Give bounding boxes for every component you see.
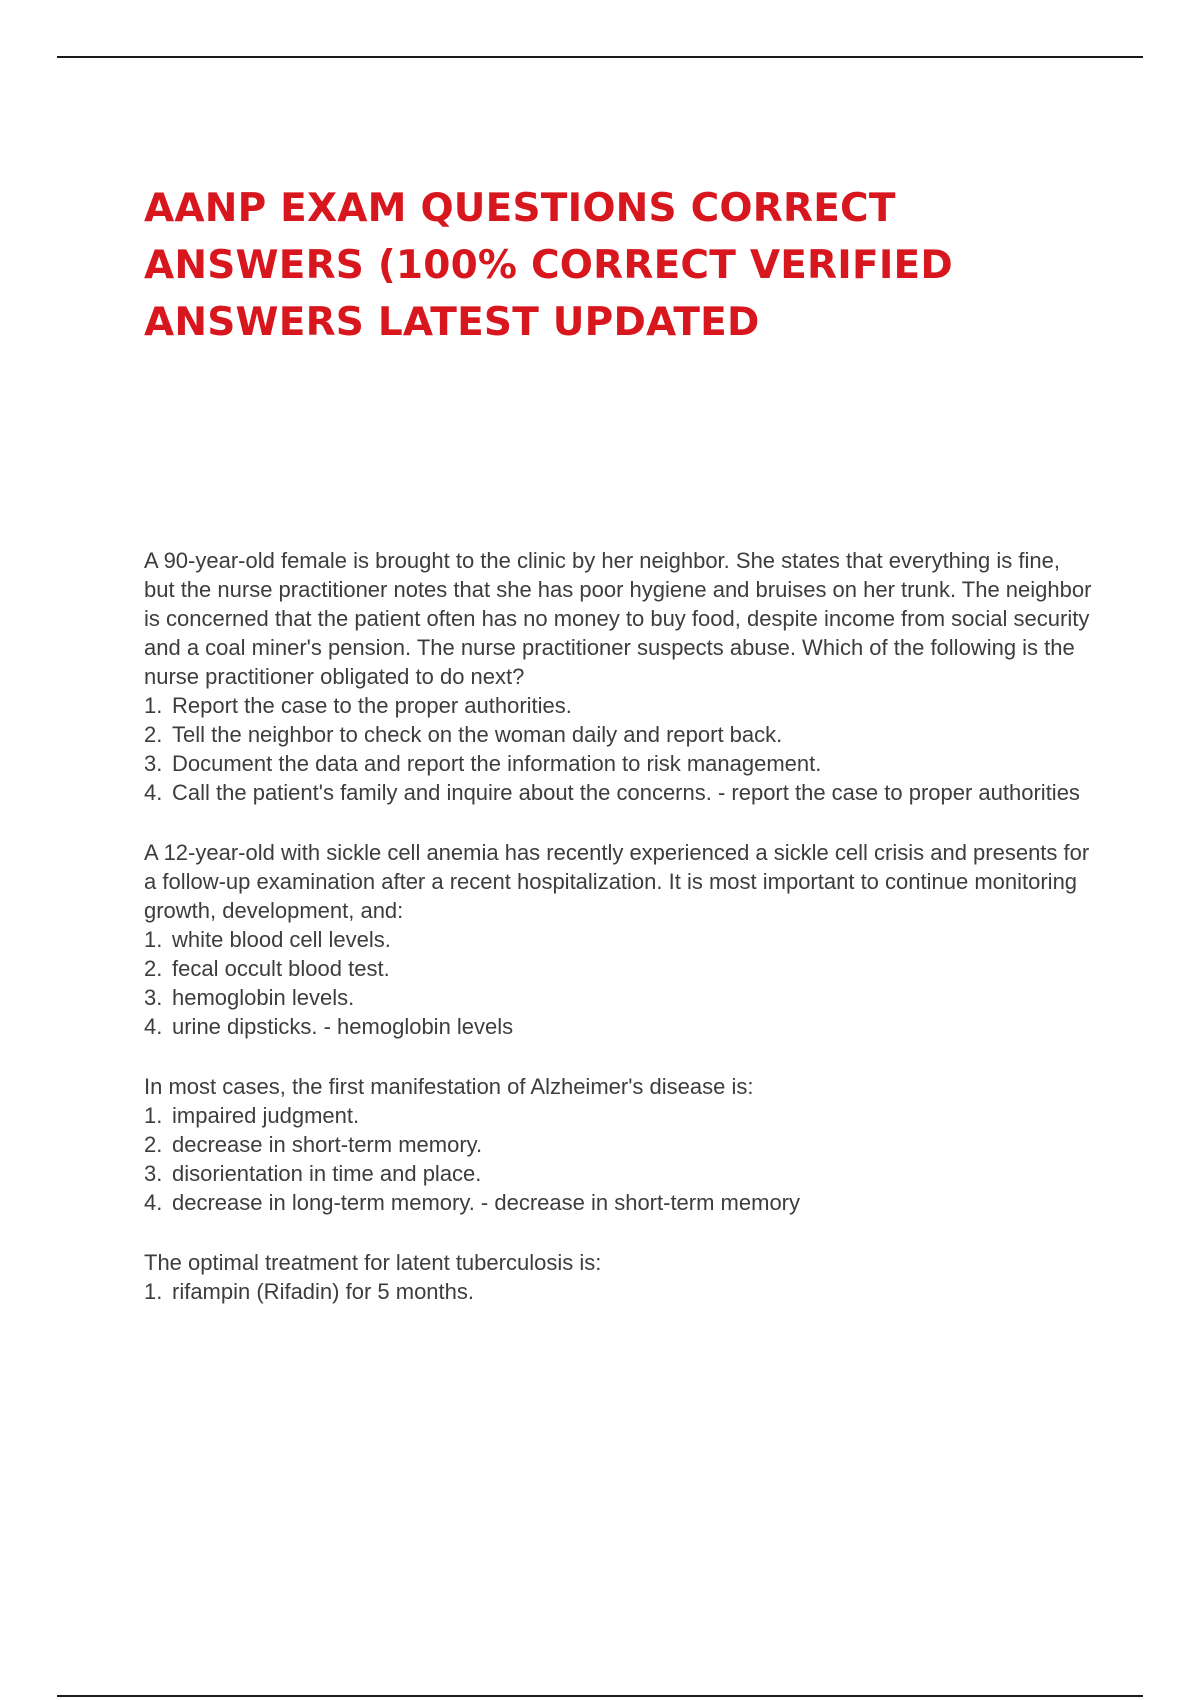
option-number: 4. xyxy=(144,780,163,805)
answer-option xyxy=(144,925,1094,954)
option-number: 1. xyxy=(144,693,163,718)
question-stem: A 12-year-old with sickle cell anemia has recently experienced a sickle cell crisis and presents for a follow-up examination after a recent hospitalization. It is most important to continue monitoring growth, development, and: xyxy=(144,840,1090,923)
option-text: white blood cell levels. xyxy=(172,927,391,952)
option-number: 4. xyxy=(144,1014,163,1039)
answer-option xyxy=(144,1277,1094,1306)
option-text: Tell the neighbor to check on the woman daily and report back. xyxy=(172,722,783,747)
answer-option xyxy=(144,691,1094,720)
option-number: 3. xyxy=(144,751,163,776)
document-body xyxy=(144,546,1094,1306)
option-text: urine dipsticks. - hemoglobin levels xyxy=(172,1014,514,1039)
option-number: 4. xyxy=(144,1190,163,1215)
option-number: 1. xyxy=(144,1103,163,1128)
option-number: 2. xyxy=(144,1132,163,1157)
answer-option xyxy=(144,749,1094,778)
question-stem: In most cases, the first manifestation of Alzheimer's disease is: xyxy=(144,1074,754,1099)
answer-options xyxy=(144,691,1094,807)
bottom-rule xyxy=(57,1695,1143,1697)
option-text: Report the case to the proper authorities. xyxy=(172,693,572,718)
option-number: 3. xyxy=(144,1161,163,1186)
answer-option xyxy=(144,1101,1094,1130)
answer-option xyxy=(144,1159,1094,1188)
answer-option xyxy=(144,954,1094,983)
answer-option xyxy=(144,983,1094,1012)
answer-options xyxy=(144,1101,1094,1217)
answer-option xyxy=(144,1188,1094,1217)
option-text: fecal occult blood test. xyxy=(172,956,390,981)
answer-option xyxy=(144,1130,1094,1159)
option-text: impaired judgment. xyxy=(172,1103,360,1128)
answer-options xyxy=(144,925,1094,1041)
option-text: decrease in long-term memory. - decrease in short-term memory xyxy=(172,1190,801,1215)
question-stem: A 90-year-old female is brought to the clinic by her neighbor. She states that everything is fine, but the nurse practitioner notes that she has poor hygiene and bruises on her trunk. The neighbor is concerned that the patient often has no money to buy food, despite income from social security and a coal miner's pension. The nurse practitioner suspects abuse. Which of the following is the nurse practitioner obligated to do next? xyxy=(144,548,1092,689)
question-stem: The optimal treatment for latent tuberculosis is: xyxy=(144,1250,602,1275)
top-rule xyxy=(57,56,1143,58)
option-number: 1. xyxy=(144,927,163,952)
answer-options xyxy=(144,1277,1094,1306)
option-text: hemoglobin levels. xyxy=(172,985,355,1010)
option-text: Document the data and report the information to risk management. xyxy=(172,751,822,776)
option-number: 2. xyxy=(144,722,163,747)
option-text: decrease in short-term memory. xyxy=(172,1132,483,1157)
document-title: AANP EXAM QUESTIONS CORRECT ANSWERS (100% CORRECT VERIFIED ANSWERS LATEST UPDATED xyxy=(144,186,953,345)
option-number: 2. xyxy=(144,956,163,981)
answer-option xyxy=(144,720,1094,749)
option-text: rifampin (Rifadin) for 5 months. xyxy=(172,1279,474,1304)
option-number: 3. xyxy=(144,985,163,1010)
answer-option xyxy=(144,778,1094,807)
option-text: Call the patient's family and inquire about the concerns. - report the case to proper authorities xyxy=(172,780,1080,805)
answer-option xyxy=(144,1012,1094,1041)
option-text: disorientation in time and place. xyxy=(172,1161,482,1186)
option-number: 1. xyxy=(144,1279,163,1304)
